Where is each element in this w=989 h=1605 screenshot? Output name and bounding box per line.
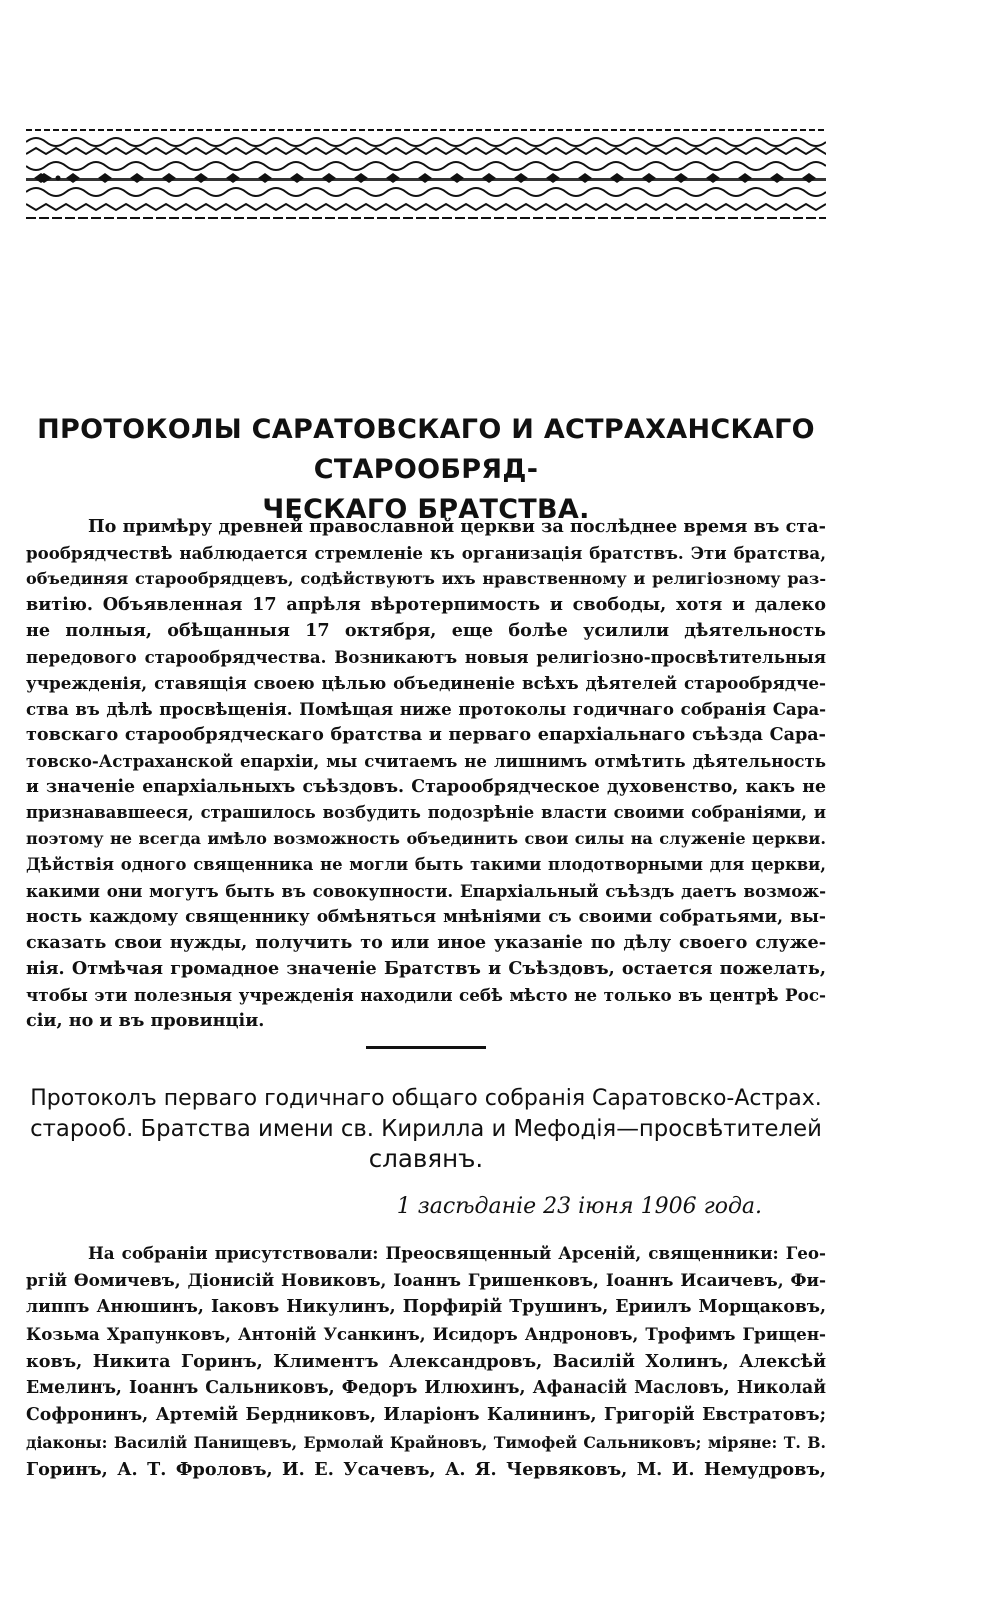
text-line: товско-Астраханской епархіи, мы считаемъ не лишнимъ отмѣтить дѣятельность bbox=[26, 751, 826, 771]
page-title bbox=[26, 410, 826, 530]
text-line: По примѣру древней православной церкви за послѣднее время въ ста- bbox=[88, 516, 826, 537]
text-line: ковъ, Никита Горинъ, Климентъ Александровъ, Василій Холинъ, Алексѣй bbox=[26, 1351, 826, 1372]
text-line: признававшееся, страшилось возбудить подозрѣніе власти своими собраніями, и bbox=[26, 803, 826, 822]
text-line: товскаго старообрядческаго братства и перваго епархіальнаго съѣзда Сара- bbox=[26, 724, 826, 745]
text-line: поэтому не всегда имѣло возможность объединить свои силы на служеніе церкви. bbox=[26, 829, 826, 848]
text-line: діаконы: Василій Панищевъ, Ермолай Крайновъ, Тимофей Сальниковъ; міряне: Т. В. bbox=[26, 1433, 826, 1452]
text-line: чтобы эти полезныя учрежденія находили себѣ мѣсто не только въ центрѣ Рос- bbox=[26, 985, 826, 1005]
attendance-paragraph bbox=[26, 1240, 826, 1483]
text-line: На собраніи присутствовали: Преосвященный Арсеній, священники: Гео- bbox=[88, 1243, 826, 1263]
protocol-heading bbox=[26, 1084, 826, 1174]
session-date: 1 засѣданіе 23 іюня 1906 года. bbox=[396, 1194, 762, 1219]
text-line: витію. Объявленная 17 апрѣля вѣротерпимость и свободы, хотя и далеко bbox=[26, 594, 826, 615]
protocol-heading-line: старооб. Братства имени св. Кирилла и Мефодія—просвѣтителей bbox=[30, 1116, 822, 1142]
text-line: рообрядчествѣ наблюдается стремленіе къ организація братствъ. Эти братства, bbox=[26, 543, 826, 563]
text-line: Емелинъ, Іоаннъ Сальниковъ, Федоръ Илюхинъ, Афанасій Масловъ, Николай bbox=[26, 1378, 826, 1398]
protocol-heading-line: Протоколъ перваго годичнаго общаго собранія Саратовско-Астрах. bbox=[30, 1086, 822, 1111]
text-line: Горинъ, А. Т. Фроловъ, И. Е. Усачевъ, А. Я. Червяковъ, М. И. Немудровъ, bbox=[26, 1459, 826, 1480]
text-line: не полныя, обѣщанныя 17 октября, еще болѣе усилили дѣятельность bbox=[26, 620, 826, 641]
text-line: липпъ Анюшинъ, Іаковъ Никулинъ, Порфирій Трушинъ, Ериилъ Морщаковъ, bbox=[26, 1297, 826, 1317]
ornament-pattern bbox=[26, 126, 826, 224]
intro-paragraph bbox=[26, 514, 826, 1034]
text-line: передового старообрядчества. Возникаютъ новыя религіозно-просвѣтительныя bbox=[26, 647, 826, 667]
text-line: и значеніе епархіальныхъ съѣздовъ. Старообрядческое духовенство, какъ не bbox=[26, 777, 826, 797]
section-divider bbox=[366, 1046, 486, 1049]
decorative-header-ornament bbox=[26, 126, 826, 224]
title-line: ЧЕСКАГО БРАТСТВА. bbox=[262, 494, 590, 525]
text-line: Софронинъ, Артемій Бердниковъ, Иларіонъ Калининъ, Григорій Евстратовъ; bbox=[26, 1405, 826, 1425]
text-line: ность каждому священнику обмѣняться мнѣніями съ своими собратьями, вы- bbox=[26, 907, 826, 927]
text-line: ства въ дѣлѣ просвѣщенія. Помѣщая ниже протоколы годичнаго собранія Сара- bbox=[26, 699, 826, 719]
text-line: объединяя старообрядцевъ, содѣйствуютъ ихъ нравственному и религіозному раз- bbox=[26, 569, 826, 588]
protocol-heading-line: славянъ. bbox=[368, 1144, 484, 1173]
text-line: нія. Отмѣчая громадное значеніе Братствъ и Съѣздовъ, остается пожелать, bbox=[26, 958, 826, 979]
text-line: Козьма Храпунковъ, Антоній Усанкинъ, Исидоръ Андроновъ, Трофимъ Грищен- bbox=[26, 1324, 826, 1344]
text-line: ргій Ѳомичевъ, Діонисій Новиковъ, Іоаннъ Гришенковъ, Іоаннъ Исаичевъ, Фи- bbox=[26, 1270, 826, 1290]
text-line: учрежденія, ставящія своею цѣлью объединеніе всѣхъ дѣятелей старообрядче- bbox=[26, 673, 826, 693]
text-line: какими они могутъ быть въ совокупности. Епархіальный съѣздъ даетъ возмож- bbox=[26, 881, 826, 901]
title-line: ПРОТОКОЛЫ САРАТОВСКАГО И АСТРАХАНСКАГО СТАРООБРЯД- bbox=[37, 414, 815, 485]
text-line: сіи, но и въ провинціи. bbox=[26, 1010, 265, 1031]
text-line: сказать свои нужды, получить то или иное указаніе по дѣлу своего служе- bbox=[26, 932, 826, 953]
text-line: Дѣйствія одного священника не могли быть такими плодотворными для церкви, bbox=[26, 855, 826, 874]
